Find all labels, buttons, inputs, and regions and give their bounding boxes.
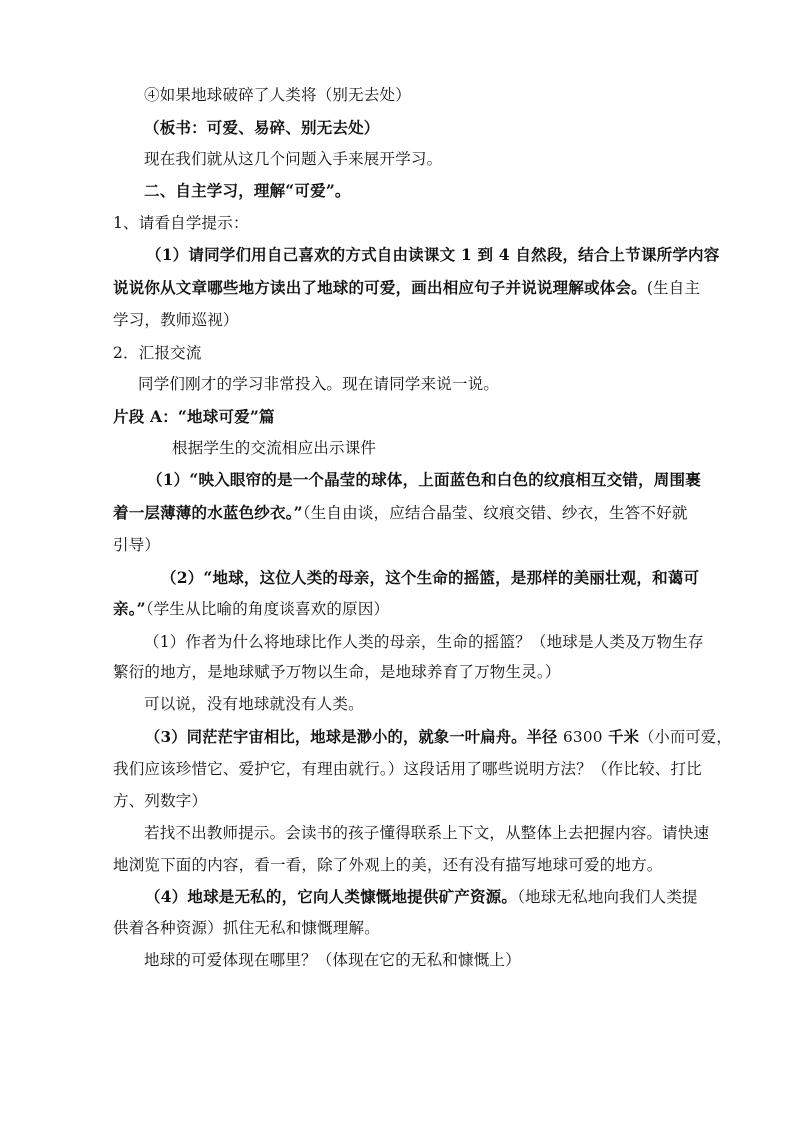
text-line: （1）作者为什么将地球比作人类的母亲，生命的摇篮？（地球是人类及万物生存 (144, 633, 704, 651)
text-line: 地球的可爱体现在哪里？（体现在它的无私和慷慨上） (144, 951, 521, 969)
text-line: 亲。”（学生从比喻的角度谈喜欢的原因） (113, 599, 390, 618)
section-heading: 片段 A：“地球可爱”篇 (113, 407, 275, 426)
text-line: 供着各种资源）抓住无私和慷慨理解。 (113, 919, 380, 937)
section-heading: 二、自主学习，理解“可爱”。 (144, 181, 351, 200)
text-line: （2）“地球，这位人类的母亲，这个生命的摇篮，是那样的美丽壮观，和蔼可 (161, 568, 700, 587)
text-line: 引导） (113, 536, 161, 554)
text-line: 同学们刚才的学习非常投入。现在请同学来说一说。 (138, 375, 500, 393)
text-line: 若找不出教师提示。会读书的孩子懂得联系上下文，从整体上去把握内容。请快速 (144, 824, 710, 842)
text-line: 学习，教师巡视） (113, 311, 239, 329)
text-line: 着一层薄薄的水蓝色纱衣。”（生自由谈，应结合晶莹、纹痕交错、纱衣，生答不好就 (113, 503, 688, 522)
text-line: 1、请看自学提示： (113, 214, 249, 232)
text-line: （3）同茫茫宇宙相比，地球是渺小的，就象一叶扁舟。半径 6300 千米（小而可爱， (145, 728, 732, 746)
text-line: ④如果地球破碎了人类将（别无去处） (144, 86, 411, 104)
text-line: 可以说，没有地球就没有人类。 (144, 695, 364, 713)
text-line: 繁衍的地方，是地球赋予万物以生命，是地球养育了万物生灵。） (113, 663, 561, 681)
text-line: （1）“映入眼帘的是一个晶莹的球体，上面蓝色和白色的纹痕相互交错，周围裹 (147, 470, 701, 489)
text-line: （4）地球是无私的，它向人类慷慨地提供矿产资源。（地球无私地向我们人类提 (145, 887, 698, 906)
text-line: 我们应该珍惜它、爱护它，有理由就行。）这段话用了哪些说明方法？（作比较、打比 (113, 760, 702, 778)
text-line: 2．汇报交流 (113, 344, 202, 362)
text-line: （板书：可爱、易碎、别无去处） (144, 118, 380, 137)
text-line: 根据学生的交流相应出示课件 (172, 439, 377, 457)
text-line: 说说你从文章哪些地方读出了地球的可爱，画出相应句子并说说理解或体会。(生自主 (113, 278, 701, 297)
text-line: 现在我们就从这几个问题入手来展开学习。 (144, 150, 443, 168)
text-line: （1）请同学们用自己喜欢的方式自由读课文 1 到 4 自然段，结合上节课所学内容 (146, 245, 720, 264)
text-line: 地浏览下面的内容，看一看，除了外观上的美，还有没有描写地球可爱的地方。 (113, 856, 663, 874)
text-line: 方、列数字） (113, 792, 208, 810)
